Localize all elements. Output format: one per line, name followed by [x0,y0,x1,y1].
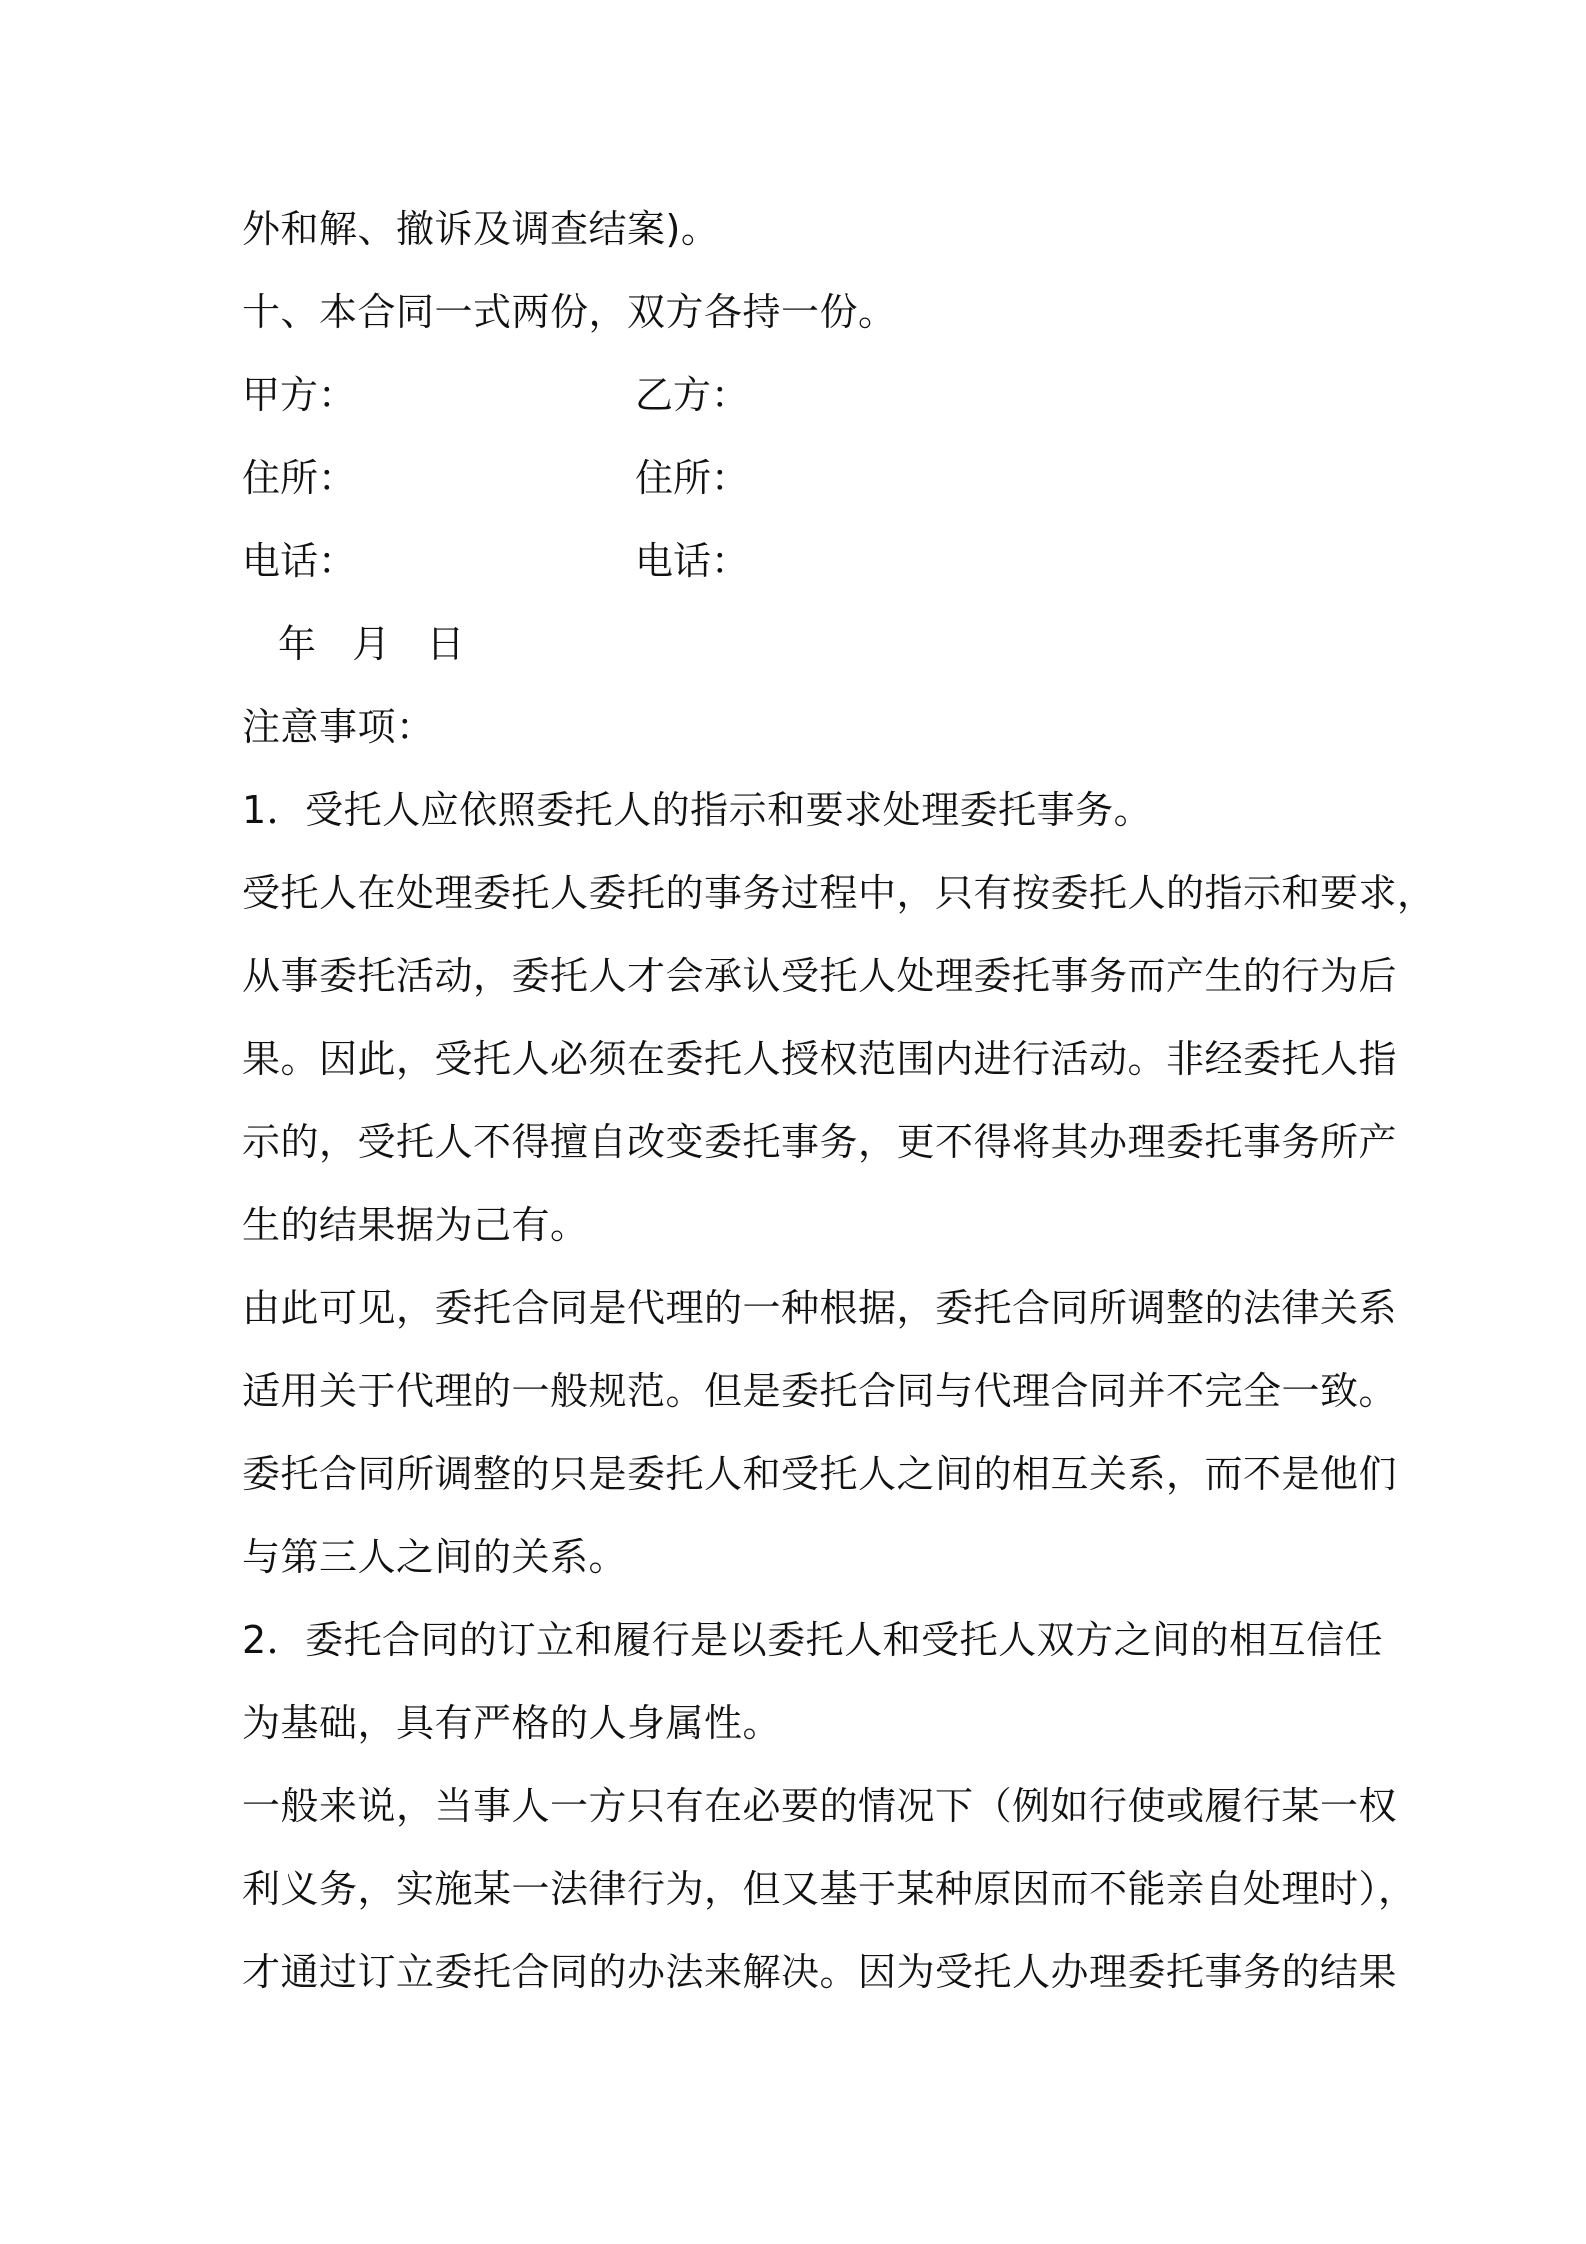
text-line: 适用关于代理的一般规范。但是委托合同与代理合同并不完全一致。 [242,1369,1398,1413]
signature-row-address [242,437,1382,520]
text-line: 生的结果据为己有。 [242,1203,589,1247]
text-line: 从事委托活动，委托人才会承认受托人处理委托事务而产生的行为后 [242,954,1398,998]
document-body [242,188,1436,2014]
signature-row-party [242,354,1382,437]
text-line: 委托合同所调整的只是委托人和受托人之间的相互关系，而不是他们 [242,1452,1398,1496]
text-line: 为基础，具有严格的人身属性。 [242,1701,782,1745]
party-b-label: 乙方： [635,373,750,417]
text-line: 一般来说，当事人一方只有在必要的情况下（例如行使或履行某一权 [242,1784,1398,1828]
address-b-label: 住所： [635,456,750,500]
text-line: 才通过订立委托合同的办法来解决。因为受托人办理委托事务的结果 [242,1950,1398,1994]
text-line: 受托人在处理委托人委托的事务过程中，只有按委托人的指示和要求， [242,871,1436,915]
signature-row-phone [242,520,1382,603]
date-line: 年 月 日 [278,622,465,666]
text-line: 由此可见，委托合同是代理的一种根据，委托合同所调整的法律关系 [242,1286,1398,1330]
clause-ten: 十、本合同一式两份，双方各持一份。 [242,290,897,334]
party-a-label: 甲方： [242,373,357,417]
address-a-label: 住所： [242,456,357,500]
phone-b-label: 电话： [635,539,750,583]
text-line: 与第三人之间的关系。 [242,1535,628,1579]
notes-heading: 注意事项： [242,705,435,749]
text-line: 1．受托人应依照委托人的指示和要求处理委托事务。 [242,788,1153,832]
text-line: 果。因此，受托人必须在委托人授权范围内进行活动。非经委托人指 [242,1037,1398,1081]
phone-a-label: 电话： [242,539,357,583]
text-line: 外和解、撤诉及调查结案)。 [242,207,720,251]
text-line: 利义务，实施某一法律行为，但又基于某种原因而不能亲自处理时）， [242,1867,1417,1911]
text-line: 示的，受托人不得擅自改变委托事务，更不得将其办理委托事务所产 [242,1120,1398,1164]
text-line: 2．委托合同的订立和履行是以委托人和受托人双方之间的相互信任 [242,1618,1384,1662]
